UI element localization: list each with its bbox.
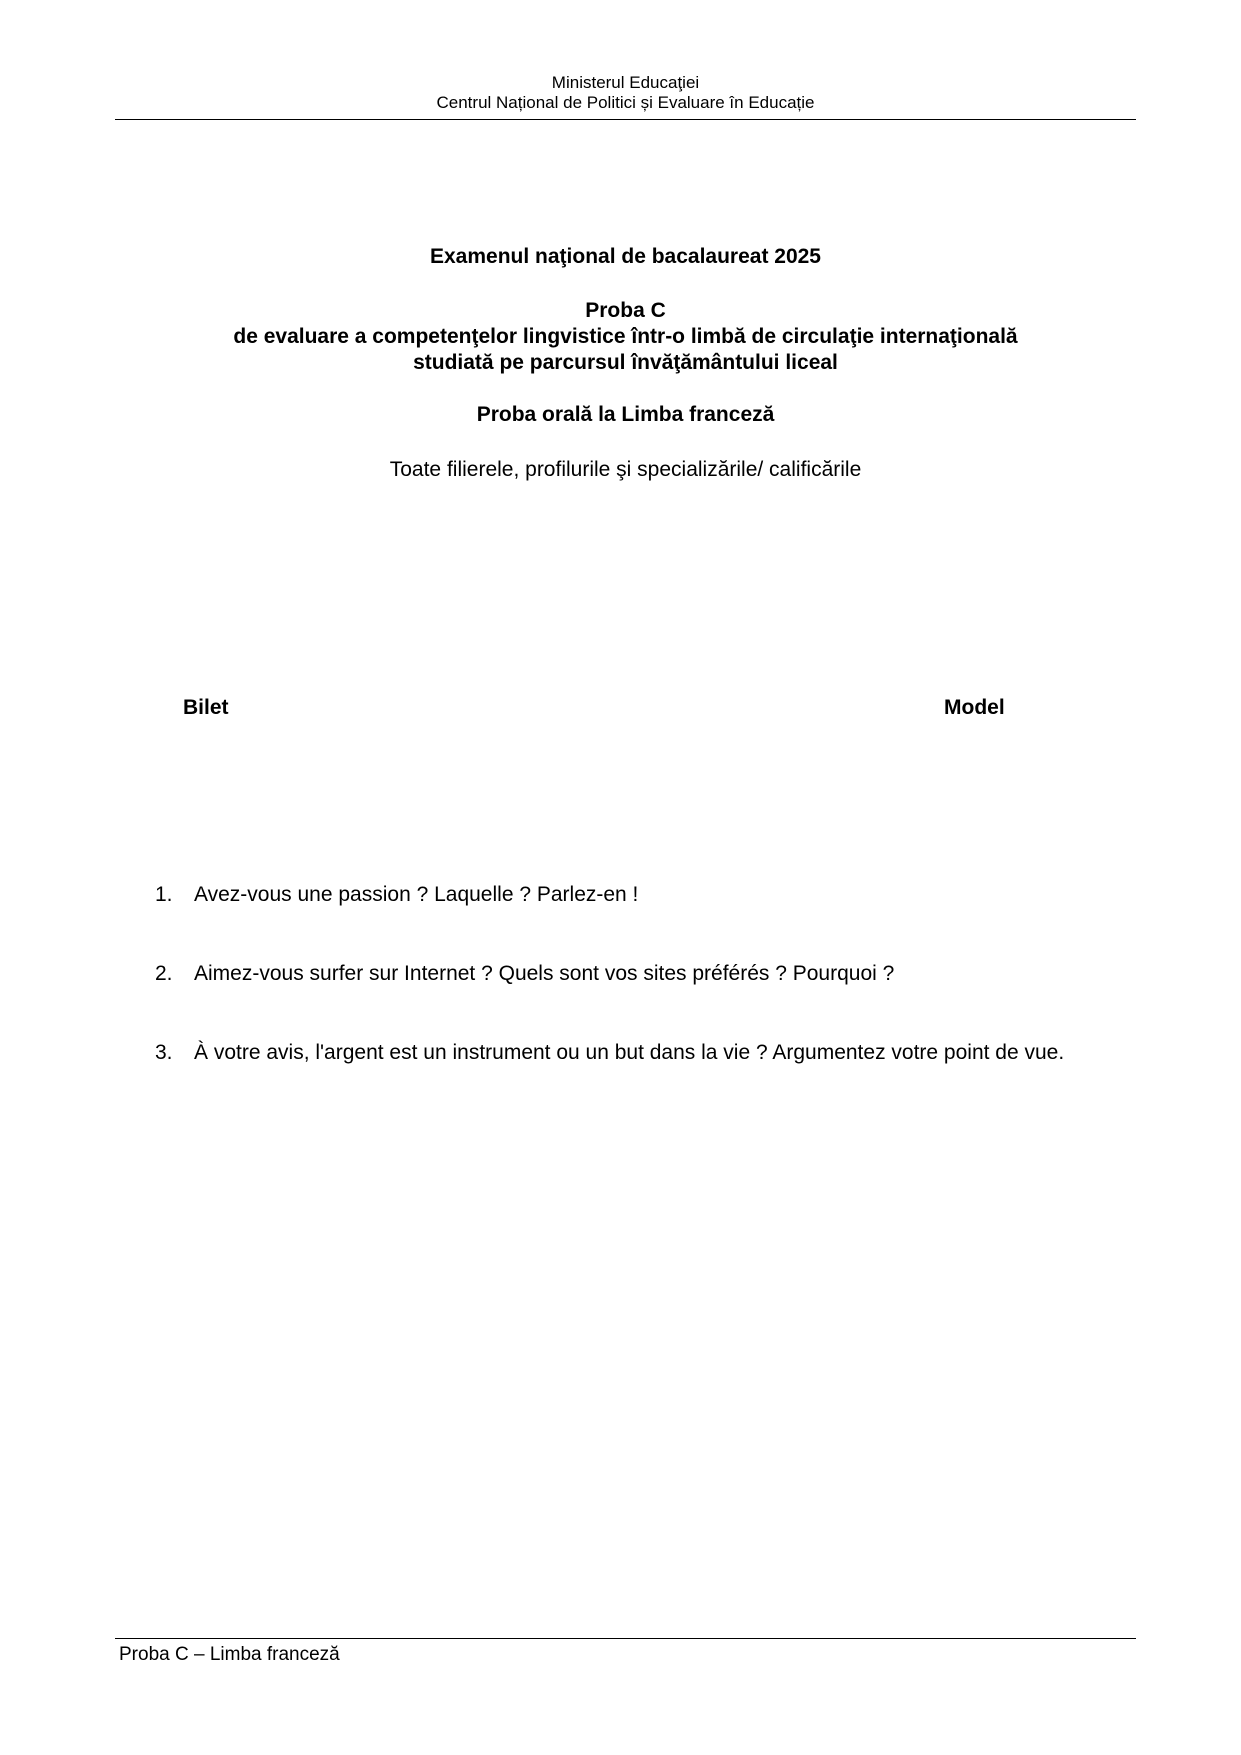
question-item (155, 1040, 1129, 1066)
question-number: 1. (155, 883, 173, 906)
footer-divider (115, 1638, 1136, 1639)
proba-description-line1: de evaluare a competenţelor lingvistice într-o limbă de circulaţie internaţională (233, 325, 1018, 348)
page-footer: Proba C – Limba franceză (119, 1644, 340, 1665)
ministry-name: Ministerul Educaţiei (551, 73, 700, 92)
proba-block (115, 298, 1136, 376)
question-text: À votre avis, l'argent est un instrument ou un but dans la vie ? Argumentez votre point de vue. (194, 1041, 1065, 1064)
question-item (155, 961, 1129, 987)
question-item (155, 882, 1129, 908)
question-number: 3. (155, 1041, 173, 1064)
question-number: 2. (155, 962, 173, 985)
question-text: Avez-vous une passion ? Laquelle ? Parlez-en ! (194, 883, 639, 906)
center-name: Centrul Național de Politici și Evaluare în Educație (436, 93, 815, 112)
question-list (155, 882, 1129, 1066)
proba-description-line2: studiată pe parcursul învăţământului liceal (413, 351, 838, 374)
bilet-label: Bilet (183, 696, 229, 719)
specializations-subtitle: Toate filierele, profilurile şi specializările/ calificările (389, 458, 862, 481)
page-header (115, 73, 1136, 113)
header-divider (115, 119, 1136, 120)
model-label: Model (944, 696, 1005, 719)
proba-title: Proba C (585, 299, 666, 322)
question-text: Aimez-vous surfer sur Internet ? Quels sont vos sites préférés ? Pourquoi ? (194, 962, 895, 985)
exam-title: Examenul naţional de bacalaureat 2025 (429, 245, 821, 268)
oral-exam-title: Proba orală la Limba franceză (476, 403, 775, 426)
